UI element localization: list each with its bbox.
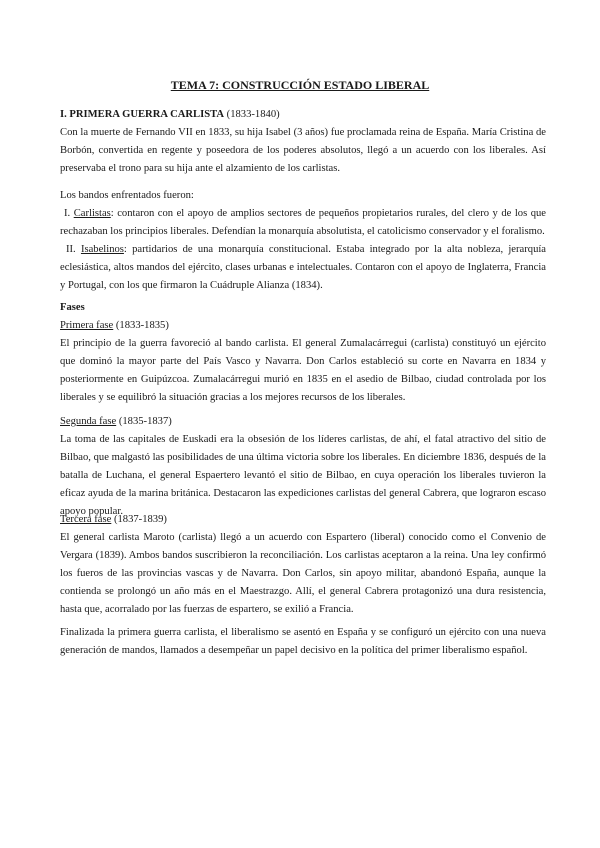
fase-label: Segunda fase <box>60 416 117 427</box>
fase-dates: (1837-1839) <box>111 514 167 525</box>
fase-dates: (1833-1835) <box>113 320 169 331</box>
bandos-intro: Los bandos enfrentados fueron: <box>60 190 194 201</box>
bando-text: : partidarios de una monarquía constitucional. Estaba integrado por la alta nobleza, jerarquía eclesiástica, altos mandos del ejército, clases urbanas e intelectuales. Contaron con el apoyo de Inglaterra, Francia y Portugal, con los que firmaron la Cuádruple Alianza (1834). <box>60 244 547 291</box>
section-heading-line <box>60 106 546 124</box>
page-title: TEMA 7: CONSTRUCCIÓN ESTADO LIBERAL <box>170 78 430 92</box>
bando-number: I. <box>64 208 71 219</box>
fase-label-line <box>60 413 546 431</box>
fase-text: El principio de la guerra favoreció al bando carlista. El general Zumalacárregui (carlista) constituyó un ejército que dominó la mayor parte del País Vasco y Navarra. Don Carlos estableció su corte en Navarra en 1834 y posteriormente en Guipúzcoa. Zumalacárregui murió en 1835 en el asedio de Bilbao, ciudad controlada por los liberales y se equilibró la situación gracias a los mejores recursos de los liberales. <box>60 338 546 403</box>
section-heading: I. PRIMERA GUERRA CARLISTA <box>60 109 225 120</box>
fase-label-line <box>60 511 546 529</box>
fase-text: La toma de las capitales de Euskadi era la obsesión de los líderes carlistas, de ahí, el fatal atractivo del sitio de Bilbao, que malgastó las posibilidades de una última victoria sobre los liberales. En diciembre 1836, después de la batalla de Luchana, el general Espaertero levantó el sitio de Bilbao, en cuya operación los liberales tuvieron la eficaz ayuda de la marina británica. Destacaron las expediciones carlistas del general Cabrera, que lograron escaso apoyo popular. <box>60 434 546 517</box>
fase-dates: (1835-1837) <box>116 416 172 427</box>
bando-isabelinos <box>60 241 546 295</box>
section-dates: (1833-1840) <box>224 109 280 120</box>
bando-name: Carlistas <box>73 208 111 219</box>
bando-text: : contaron con el apoyo de amplios sectores de pequeños propietarios rurales, del clero y de los que rechazaban los principios liberales. Defendían la monarquía absolutista, el catolicismo conservador y el foralismo. <box>60 208 546 237</box>
fase-label: Tercera fase <box>60 514 112 525</box>
fase-text: El general carlista Maroto (carlista) llegó a un acuerdo con Espartero (liberal) conocido como el Convenio de Vergara (1839). Ambos bandos suscribieron la reconciliación. Los carlistas aceptaron a la reina. Una ley confirmó los fueros de las provincias vascas y de Navarra. Don Carlos, sin apoyo militar, abandonó España, aunque la contienda se prolongó un año más en el Maestrazgo. Allí, el general Cabrera protagonizó una dura resistencia, hasta que, acorralado por las fuerzas de espartero, se exilió a Francia. <box>60 532 546 615</box>
intro-paragraph: Con la muerte de Fernando VII en 1833, su hija Isabel (3 años) fue proclamada reina de España. María Cristina de Borbón, convertida en regente y poseedora de los poderes absolutos, llegó a un acuerdo con los liberales. Así preservaba el trono para su hija ante el alzamiento de los carlistas. <box>60 127 546 174</box>
fase-label: Primera fase <box>60 320 114 331</box>
fase-segunda-block <box>60 413 546 521</box>
conclusion-paragraph: Finalizada la primera guerra carlista, el liberalismo se asentó en España y se configuró un ejército con una nueva generación de mandos, llamados a desempeñar un papel decisivo en la política del primer liberalismo español. <box>60 627 546 656</box>
fases-heading: Fases <box>60 302 85 313</box>
bandos-block <box>60 187 546 295</box>
fase-label-line <box>60 317 546 335</box>
bando-number: II. <box>66 244 76 255</box>
conclusion-block <box>60 624 546 660</box>
bando-carlistas <box>60 205 546 241</box>
bando-name: Isabelinos <box>80 244 124 255</box>
fase-primera-block <box>60 299 546 407</box>
section-primera-guerra-carlista <box>60 106 546 178</box>
fase-tercera-block <box>60 511 546 619</box>
